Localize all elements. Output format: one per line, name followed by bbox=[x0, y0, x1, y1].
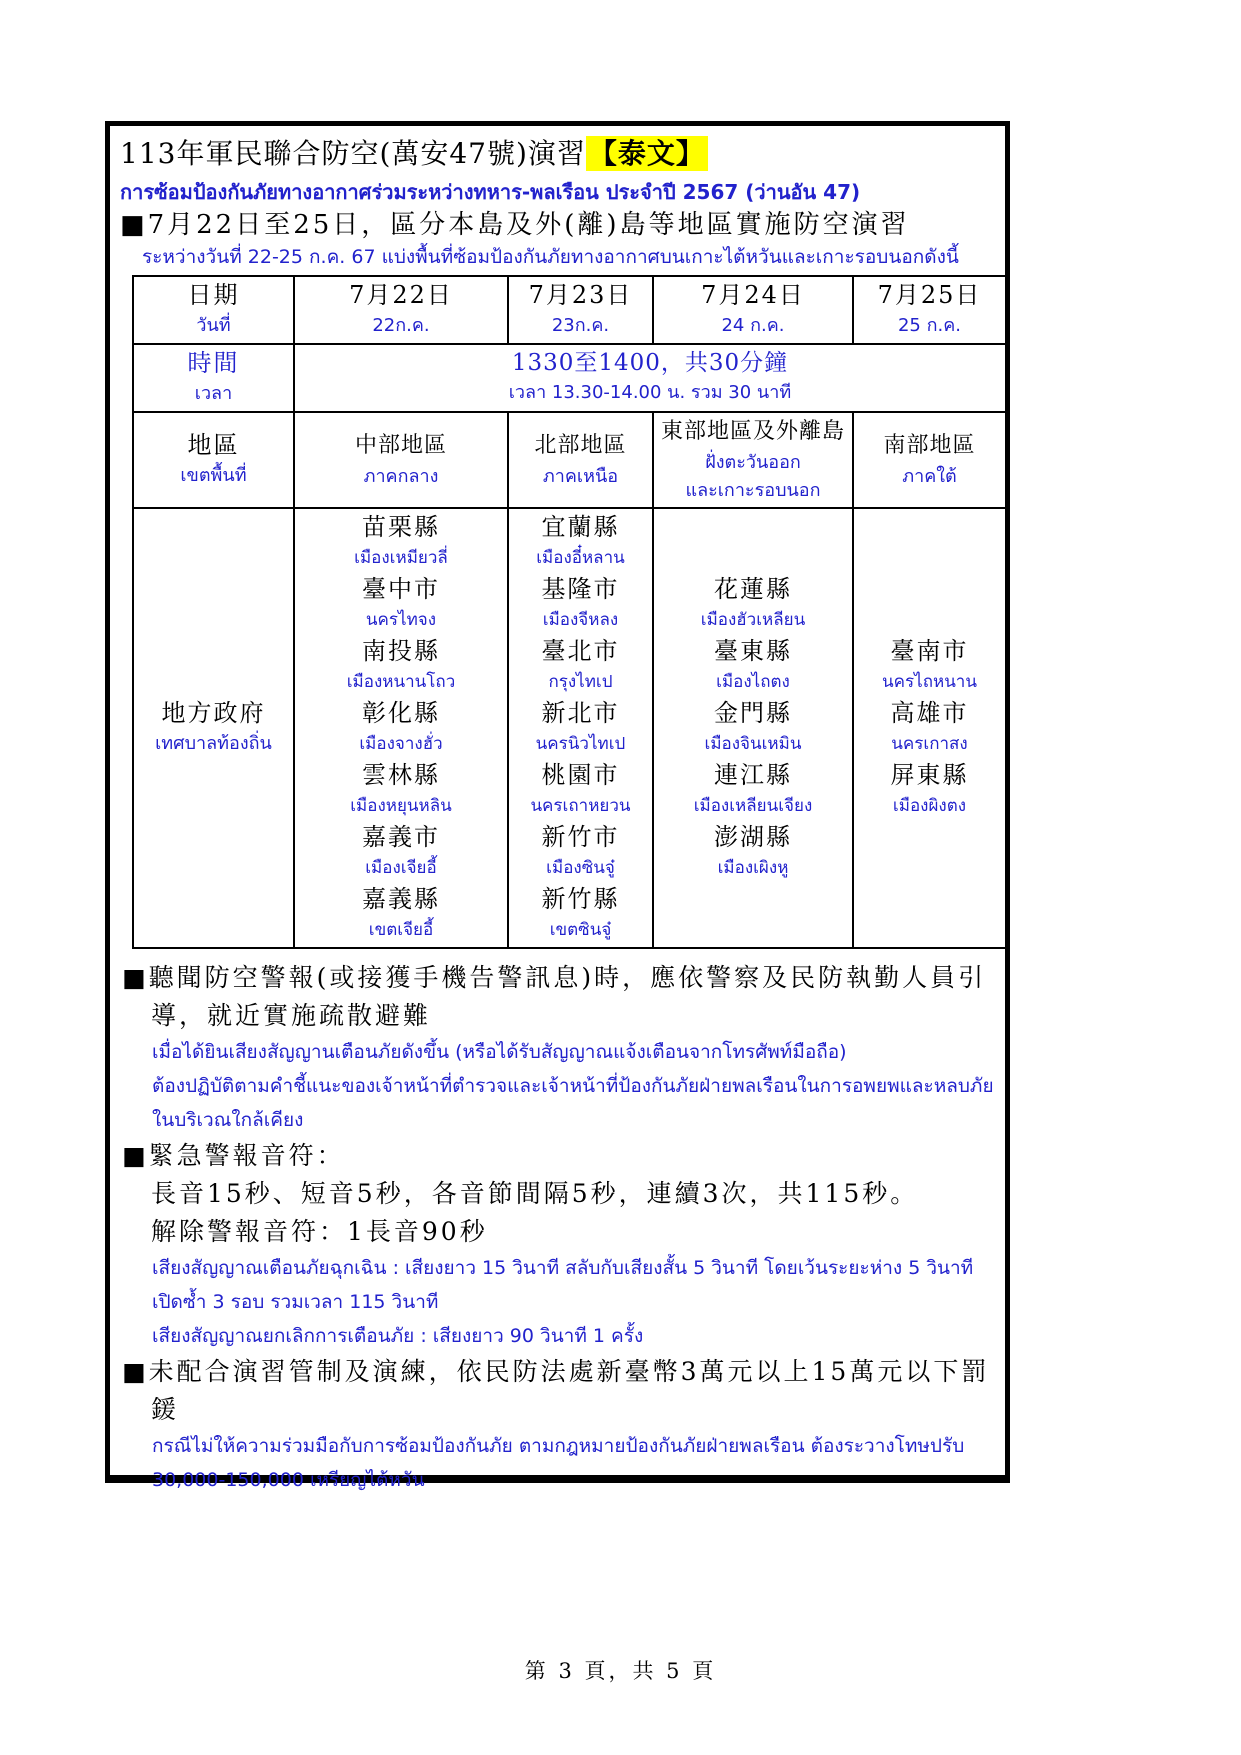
time-value-zh: 1330至1400，共30分鐘 bbox=[511, 350, 789, 376]
region-label-th: เขตพื้นที่ bbox=[180, 465, 247, 486]
time-row-label bbox=[133, 344, 294, 412]
date-row bbox=[133, 276, 1006, 344]
note-penalty-th: กรณีไม่ให้ความร่วมมือกับการซ้อมป้องกันภัย ตามกฎหมายป้องกันภัยฝ่ายพลเรือน ต้องระวางโทษปรับ 30,000-150,000 เหรียญไต้หวัน bbox=[152, 1435, 965, 1491]
region-label-zh: 地區 bbox=[187, 431, 240, 459]
county-th: กรุงไทเป bbox=[548, 672, 613, 692]
time-label-zh: 時間 bbox=[187, 349, 240, 377]
county-th: เมืองจีหลง bbox=[542, 610, 619, 630]
county-zh: 臺北市 bbox=[541, 637, 620, 665]
gov-label-th: เทศบาลท้องถิ่น bbox=[155, 733, 272, 754]
date-row-label bbox=[133, 276, 294, 344]
date-zh: 7月22日 bbox=[349, 281, 453, 309]
note-alarm-pattern-th: เสียงสัญญาณเตือนภัยฉุกเฉิน : เสียงยาว 15 วินาที สลับกับเสียงสั้น 5 วินาที โดยเว้นระยะห่าง 5 วินาที เปิดซ้ำ 3 รอบ รวมเวลา 115 วินาที bbox=[152, 1257, 974, 1313]
date-th: 24 ก.ค. bbox=[721, 315, 785, 336]
county-zh: 彰化縣 bbox=[362, 699, 440, 727]
region-th: ภาคกลาง bbox=[363, 466, 439, 487]
gov-col-north bbox=[508, 508, 653, 948]
county-th: เมืองจินเหมิน bbox=[704, 734, 802, 754]
county-zh: 新竹縣 bbox=[541, 885, 620, 913]
county-th: เมืองจางฮั่ว bbox=[359, 734, 443, 754]
county-zh: 嘉義市 bbox=[362, 823, 440, 851]
date-label-th: วันที่ bbox=[196, 315, 231, 336]
date-zh: 7月25日 bbox=[877, 281, 982, 309]
time-row bbox=[133, 344, 1006, 412]
note-alarm-signal-zh: ■緊急警報音符： bbox=[122, 1141, 345, 1170]
county-th: เขตซินจู๋ bbox=[549, 920, 612, 940]
county-th: เมืองหยุนหลิน bbox=[350, 796, 452, 816]
time-value-cell bbox=[294, 344, 1006, 412]
gov-row-label bbox=[133, 508, 294, 948]
date-zh: 7月23日 bbox=[528, 281, 633, 309]
county-zh: 連江縣 bbox=[714, 761, 792, 789]
region-zh: 南部地區 bbox=[883, 433, 976, 458]
region-th-line2: และเกาะรอบนอก bbox=[685, 480, 821, 501]
region-cell bbox=[294, 412, 508, 508]
county-th: เมืองหนานโถว bbox=[346, 672, 456, 692]
note-siren-guidance-th1: เมื่อได้ยินเสียงสัญญานเตือนภัยดังขึ้น (หรือได้รับสัญญาณแจ้งเตือนจากโทรศัพท์มือถือ) bbox=[152, 1041, 847, 1063]
region-cell bbox=[853, 412, 1006, 508]
region-cell bbox=[653, 412, 853, 508]
gov-label-zh: 地方政府 bbox=[161, 699, 266, 727]
region-th: ภาคเหนือ bbox=[542, 466, 619, 487]
gov-col-central bbox=[294, 508, 508, 948]
region-th: ฝั่งตะวันออก bbox=[705, 452, 801, 473]
county-zh: 新北市 bbox=[541, 699, 620, 727]
note-all-clear-th: เสียงสัญญาณยกเลิกการเตือนภัย : เสียงยาว 90 วินาที 1 ครั้ง bbox=[152, 1325, 644, 1347]
region-row-label bbox=[133, 412, 294, 508]
region-zh: 中部地區 bbox=[354, 433, 447, 458]
title-language-tag: 【泰文】 bbox=[586, 136, 708, 171]
county-zh: 基隆市 bbox=[541, 575, 620, 603]
county-th: เมืองเหลียนเจียง bbox=[693, 796, 813, 816]
region-zh: 東部地區及外離島 bbox=[660, 419, 845, 444]
county-zh: 高雄市 bbox=[890, 699, 969, 727]
region-row bbox=[133, 412, 1006, 508]
note-siren-guidance-zh: ■聽聞防空警報(或接獲手機告警訊息)時，應依警察及民防執勤人員引導，就近實施疏散避難 bbox=[122, 963, 987, 1030]
note-penalty-zh: ■未配合演習管制及演練，依民防法處新臺幣3萬元以上15萬元以下罰鍰 bbox=[122, 1357, 990, 1424]
county-zh: 屏東縣 bbox=[890, 761, 969, 789]
county-zh: 花蓮縣 bbox=[714, 575, 792, 603]
county-th: เมืองไถตง bbox=[716, 672, 790, 692]
county-th: นครเถาหยวน bbox=[530, 796, 631, 816]
date-label-zh: 日期 bbox=[187, 281, 240, 309]
notes-section bbox=[122, 959, 1007, 1497]
county-zh: 雲林縣 bbox=[362, 761, 440, 789]
region-zh: 北部地區 bbox=[534, 433, 627, 458]
county-zh: 新竹市 bbox=[541, 823, 620, 851]
county-zh: 臺東縣 bbox=[714, 637, 792, 665]
date-th: 25 ก.ค. bbox=[897, 315, 961, 336]
county-zh: 澎湖縣 bbox=[714, 823, 792, 851]
region-th: ภาคใต้ bbox=[902, 466, 957, 487]
region-cell bbox=[508, 412, 653, 508]
time-value-th: เวลา 13.30-14.00 น. รวม 30 นาที bbox=[508, 382, 792, 403]
document-title bbox=[120, 134, 997, 174]
title-text: 113年軍民聯合防空(萬安47號)演習 bbox=[120, 137, 586, 170]
county-zh: 臺中市 bbox=[362, 575, 440, 603]
note-siren-guidance-th2: ต้องปฏิบัติตามคำชี้แนะของเจ้าหน้าที่ตำรวจและเจ้าหน้าที่ป้องกันภัยฝ่ายพลเรือนในการอพยพและหลบภัยในบริเวณใกล้เคียง bbox=[152, 1075, 994, 1131]
exercise-schedule-table bbox=[132, 275, 1007, 949]
county-th: เมืองอี๋หลาน bbox=[536, 548, 625, 568]
local-government-row bbox=[133, 508, 1006, 948]
county-th: เมืองเจียอี้ bbox=[365, 858, 437, 878]
county-zh: 嘉義縣 bbox=[362, 885, 440, 913]
gov-col-east-outlying bbox=[653, 508, 853, 948]
county-th: เมืองผิงตง bbox=[892, 796, 967, 816]
date-zh: 7月24日 bbox=[701, 281, 805, 309]
gov-col-south bbox=[853, 508, 1006, 948]
county-th: นครไถหนาน bbox=[882, 672, 977, 692]
document-frame bbox=[105, 121, 1010, 1491]
note-alarm-pattern-zh: 長音15秒、短音5秒，各音節間隔5秒，連續3次，共115秒。 bbox=[151, 1179, 919, 1208]
note-all-clear-zh: 解除警報音符：1長音90秒 bbox=[151, 1217, 488, 1246]
date-cell bbox=[294, 276, 508, 344]
time-label-th: เวลา bbox=[194, 383, 233, 404]
county-zh: 桃園市 bbox=[541, 761, 620, 789]
county-th: เมืองซินจู๋ bbox=[546, 858, 615, 878]
date-th: 23ก.ค. bbox=[551, 315, 610, 336]
county-th: นครนิวไทเป bbox=[535, 734, 626, 754]
county-zh: 金門縣 bbox=[714, 699, 792, 727]
county-zh: 臺南市 bbox=[890, 637, 969, 665]
county-zh: 苗栗縣 bbox=[362, 513, 440, 541]
county-th: เมืองฮัวเหลียน bbox=[700, 610, 806, 630]
date-cell bbox=[653, 276, 853, 344]
county-th: เขตเจียอี้ bbox=[368, 920, 434, 940]
page-number: 第 3 頁，共 5 頁 bbox=[524, 1659, 717, 1683]
county-zh: 宜蘭縣 bbox=[541, 513, 620, 541]
heading-zh: ■7月22日至25日，區分本島及外(離)島等地區實施防空演習 bbox=[120, 210, 910, 240]
county-th: นครเกาสง bbox=[891, 734, 968, 754]
heading-th: ระหว่างวันที่ 22-25 ก.ค. 67 แบ่งพื้นที่ซ้อมป้องกันภัยทางอากาศบนเกาะไต้หวันและเกาะรอบนอกดังนี้ bbox=[142, 246, 959, 268]
date-cell bbox=[853, 276, 1006, 344]
county-zh: 南投縣 bbox=[362, 637, 440, 665]
subtitle-thai: การซ้อมป้องกันภัยทางอากาศร่วมระหว่างทหาร-พลเรือน ประจำปี 2567 (ว่านอัน 47) bbox=[120, 180, 861, 204]
date-th: 22ก.ค. bbox=[372, 315, 430, 336]
county-th: เมืองเหมียวลี่ bbox=[354, 548, 448, 568]
date-cell bbox=[508, 276, 653, 344]
county-th: นครไทจง bbox=[365, 610, 437, 630]
county-th: เมืองเผิงหู bbox=[717, 858, 789, 878]
